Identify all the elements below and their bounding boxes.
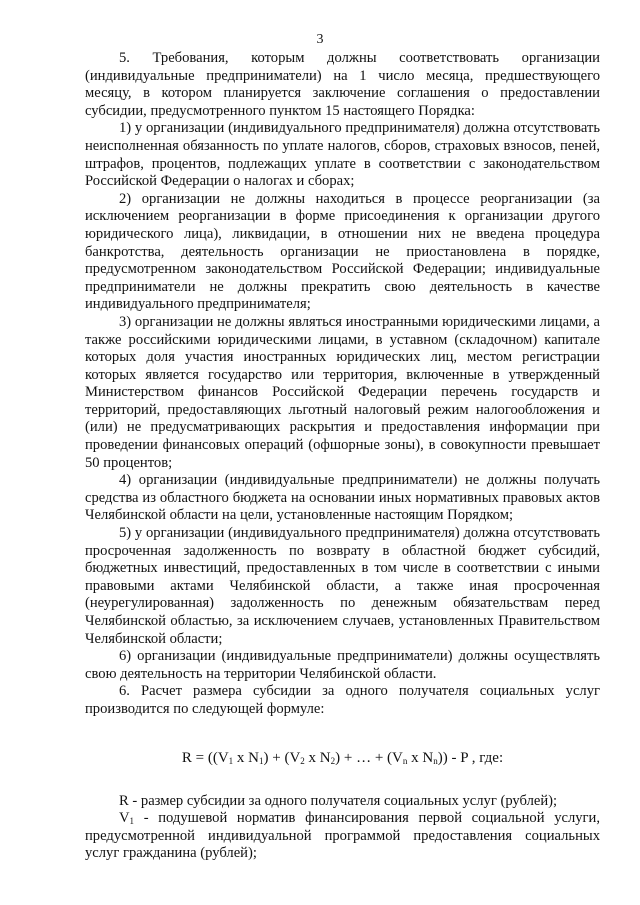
- page-number: 3: [316, 32, 324, 47]
- paragraph-subitem-2: 2) организации не должны находиться в процессе реорганизации (за исключением реорганизации в форме присоединения к организации другого юридического лица), ликвидации, в отношении них не введена процедура банкротства, деятельность организации не приостановлена в порядке, предусмотренном законодательством Российской Федерации; индивидуальные предприниматели не должны прекратить свою деятельность в качестве индивидуального предпринимателя;: [85, 190, 600, 313]
- formula-part: ) + … + (V: [335, 749, 403, 766]
- definition-v1: [85, 810, 600, 863]
- definition-v-symbol: V: [119, 810, 130, 827]
- document-body: [85, 50, 600, 863]
- formula-part: x N: [304, 749, 331, 766]
- formula-part: R = ((V: [181, 749, 229, 766]
- formula-subscript: 1: [259, 755, 264, 766]
- formula-subscript: 2: [330, 755, 336, 766]
- paragraph-subitem-6: 6) организации (индивидуальные предприниматели) должны осуществлять свою деятельность на территории Челябинской области.: [85, 648, 600, 682]
- paragraph-subitem-3: 3) организации не должны являться иностранными юридическими лицами, а также российскими юридическими лицами, в уставном (складочном) капитале которых доля участия иностранных юридических лиц, местом регистрации которых является государство или территория, включенные в утвержденный Министерством финансов Российской Федерации перечень государств и территорий, предоставляющих льготный налоговый режим налогообложения и (или) не предусматривающих раскрытия и предоставления информации при проведении финансовых операций (офшорные зоны), в совокупности превышает 50 процентов;: [85, 313, 600, 471]
- formula-subscript: n: [433, 755, 438, 766]
- paragraph-item-6: 6. Расчет размера субсидии за одного получателя социальных услуг производится по следующей формуле:: [85, 683, 600, 717]
- formula-subscript: 2: [300, 755, 305, 766]
- formula-part: ) + (V: [263, 749, 301, 766]
- paragraph-subitem-4: 4) организации (индивидуальные предприниматели) не должны получать средства из областного бюджета на основании иных нормативных правовых актов Челябинской области на цели, установленные настоящим Порядком;: [85, 472, 600, 524]
- formula-part: x N: [233, 749, 259, 766]
- definition-v-text: - подушевой норматив финансирования первой социальной услуги, предусмотренной индивидуальной программой предоставления социальных услуг гражданина (рублей);: [85, 810, 600, 862]
- definition-v-subscript: 1: [129, 816, 135, 827]
- formula-part: )) - P , где:: [437, 749, 504, 766]
- paragraph-subitem-1: 1) у организации (индивидуального предпринимателя) должна отсутствовать неисполненная обязанность по уплате налогов, сборов, страховых взносов, пеней, штрафов, процентов, подлежащих уплате в соответствии с законодательством Российской Федерации о налогах и сборах;: [85, 120, 600, 190]
- subsidy-formula: [85, 749, 600, 767]
- paragraph-item-5: 5. Требования, которым должны соответствовать организации (индивидуальные предприниматели) на 1 число месяца, предшествующего месяцу, в котором планируется заключение соглашения о предоставлении субсидии, предусмотренного пунктом 15 настоящего Порядка:: [85, 50, 600, 119]
- formula-subscript: 1: [228, 755, 234, 766]
- formula-subscript: n: [402, 755, 408, 766]
- paragraph-subitem-5: 5) у организации (индивидуального предпринимателя) должна отсутствовать просроченная задолженность по возврату в областной бюджет субсидий, бюджетных инвестиций, предоставленных в том числе в соответствии с иными правовыми актами Челябинской области, а также иная просроченная (неурегулированная) задолженность по денежным обязательствам перед Челябинской областью, за исключением случаев, установленных Правительством Челябинской области;: [85, 525, 600, 647]
- definition-r: R - размер субсидии за одного получателя социальных услуг (рублей);: [119, 792, 558, 809]
- formula-part: x N: [407, 749, 434, 766]
